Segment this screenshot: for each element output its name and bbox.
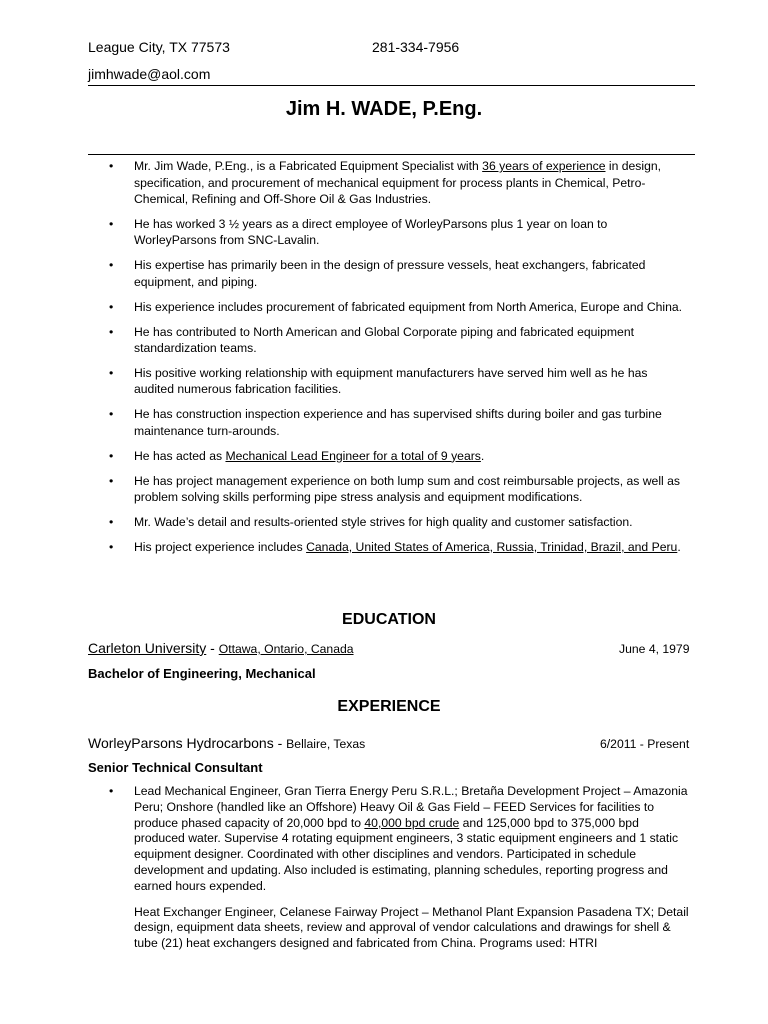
list-item: • He has acted as Mechanical Lead Engineer for a total of 9 years. (109, 448, 485, 463)
bullet-icon: • (109, 299, 114, 314)
list-item: • Lead Mechanical Engineer, Gran Tierra Energy Peru S.R.L.; Bretaña Development Project – Amazonia Peru; Onshore (handled like an Offshore) Heavy Oil & Gas Field – FEED Services for facilities to produce phased capacity of 20,000 bpd to 40,000 bpd crude and 125,000 bpd to 375,000 bpd produced water. Supervise 4 rotating equipment engineers, 3 static equipment engineers and 1 static equipment designer. Coordinated with other disciplines and vendors. Participated in schedule development and updating. Also included is estimating, planning schedules, reporting progress and earned hours expended. (109, 784, 688, 893)
experience-dates: 6/2011 - Present (600, 737, 690, 751)
education-heading: EDUCATION (342, 611, 436, 628)
bullet-icon: • (109, 258, 114, 273)
page-title: Jim H. WADE, P.Eng. (285, 98, 483, 120)
experience-details (109, 784, 689, 962)
experience-title: Senior Technical Consultant (88, 760, 263, 775)
experience-heading: EXPERIENCE (337, 698, 441, 715)
bullet-icon: • (109, 324, 114, 339)
bullet-icon: • (109, 539, 114, 554)
list-item: • He has project management experience on both lump sum and cost reimbursable projects, as well as problem solving skills performing pipe stress analysis and equipment modifications. (109, 473, 681, 505)
list-item: • Mr. Jim Wade, P.Eng., is a Fabricated Equipment Specialist with 36 years of experience in design, specification, and procurement of mechanical equipment for process plants in Chemical, Petro-Chemical, Refining and Off-Shore Oil & Gas Industries. (109, 159, 662, 206)
education-date: June 4, 1979 (619, 642, 690, 656)
bullet-icon: • (109, 784, 114, 798)
list-item: • Mr. Wade’s detail and results-oriented style strives for high quality and customer satisfaction. (109, 515, 633, 530)
education-degree: Bachelor of Engineering, Mechanical (88, 666, 316, 681)
list-item: • He has contributed to North American and Global Corporate piping and fabricated equipment standardization teams. (109, 324, 634, 356)
header-phone: 281-334-7956 (372, 39, 460, 55)
list-item: • His experience includes procurement of fabricated equipment from North America, Europe and China. (109, 299, 683, 314)
education-school: Carleton University - Ottawa, Ontario, Canada (88, 640, 354, 656)
list-item: • He has worked 3 ½ years as a direct employee of WorleyParsons plus 1 year on loan to WorleyParsons from SNC-Lavalin. (109, 216, 608, 248)
bullet-icon: • (109, 473, 114, 488)
bullet-icon: • (109, 365, 114, 380)
list-item: • He has construction inspection experience and has supervised shifts during boiler and gas turbine maintenance turn-arounds. (109, 407, 662, 438)
experience-company: WorleyParsons Hydrocarbons - Bellaire, Texas (88, 735, 366, 751)
header-location: League City, TX 77573 (88, 39, 230, 55)
bullet-icon: • (109, 159, 114, 173)
list-item: • His project experience includes Canada, United States of America, Russia, Trinidad, Brazil, and Peru. (109, 539, 681, 554)
title-rule (88, 154, 695, 155)
bullet-icon: • (109, 407, 114, 422)
header-rule (88, 85, 695, 86)
list-item: • His expertise has primarily been in the design of pressure vessels, heat exchangers, fabricated equipment, and piping. (109, 258, 646, 289)
list-item: Heat Exchanger Engineer, Celanese Fairway Project – Methanol Plant Expansion Pasadena TX; Detail design, equipment data sheets, review and approval of vendor calculations and drawings for shell & tube (21) heat exchangers designed and fabricated from China. Programs used: HTRI (134, 904, 689, 951)
header-email[interactable]: jimhwade@aol.com (88, 66, 211, 82)
list-item: • His positive working relationship with equipment manufacturers have served him well as he has audited numerous fabrication facilities. (109, 365, 648, 397)
summary-list (109, 158, 689, 564)
bullet-icon: • (109, 448, 114, 463)
bullet-icon: • (109, 515, 114, 530)
bullet-icon: • (109, 216, 114, 231)
